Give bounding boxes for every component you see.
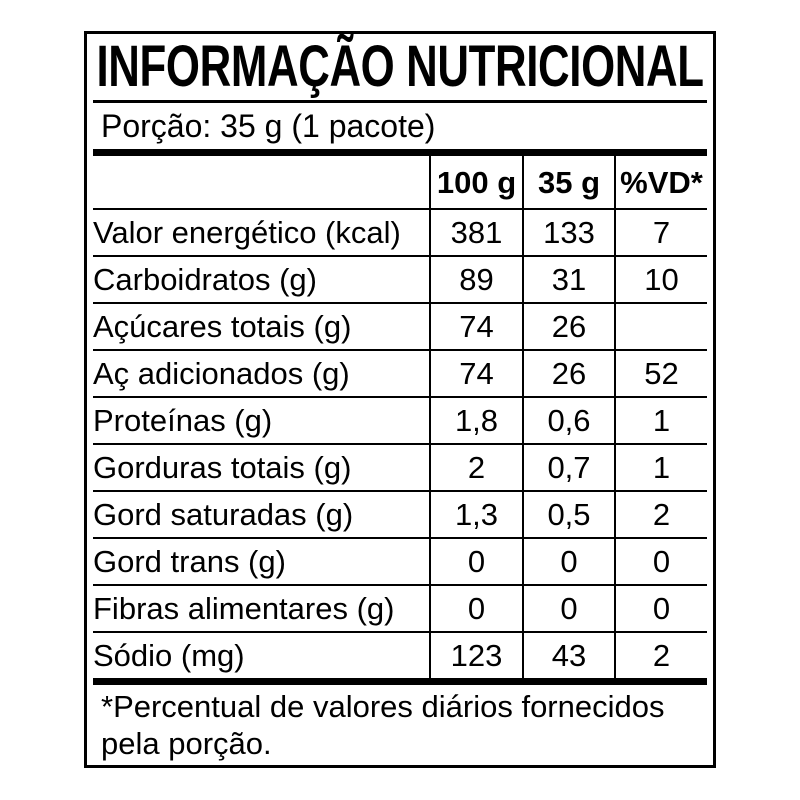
- value-100g: 1,8: [430, 397, 523, 444]
- column-header-vd: %VD*: [615, 156, 707, 209]
- serving-size-row: [87, 103, 713, 149]
- value-35g: 0: [523, 585, 615, 632]
- table-row: [93, 538, 707, 585]
- row-label: Gord trans (g): [93, 538, 430, 585]
- value-100g: 2: [430, 444, 523, 491]
- table-row: [93, 632, 707, 678]
- nutrition-table-header: [93, 156, 707, 209]
- header-row: [93, 156, 707, 209]
- value-vd: 1: [615, 397, 707, 444]
- value-100g: 0: [430, 585, 523, 632]
- table-row: [93, 350, 707, 397]
- value-35g: 43: [523, 632, 615, 678]
- section-divider-bottom: [93, 678, 707, 685]
- value-100g: 381: [430, 209, 523, 256]
- row-label: Carboidratos (g): [93, 256, 430, 303]
- nutrition-table-body: [93, 209, 707, 678]
- value-100g: 123: [430, 632, 523, 678]
- section-divider-top: [93, 149, 707, 156]
- table-row: [93, 491, 707, 538]
- table-row: [93, 397, 707, 444]
- value-35g: 0,5: [523, 491, 615, 538]
- value-vd: 2: [615, 491, 707, 538]
- value-35g: 0,7: [523, 444, 615, 491]
- nutrition-label-header: [87, 34, 713, 100]
- row-label: Fibras alimentares (g): [93, 585, 430, 632]
- table-row: [93, 209, 707, 256]
- column-header-100g: 100 g: [430, 156, 523, 209]
- value-35g: 31: [523, 256, 615, 303]
- row-label: Gorduras totais (g): [93, 444, 430, 491]
- value-vd: 0: [615, 585, 707, 632]
- value-35g: 26: [523, 303, 615, 350]
- daily-value-footnote: *Percentual de valores diários fornecidos pela porção.: [101, 689, 665, 761]
- column-header-35g: 35 g: [523, 156, 615, 209]
- value-vd: 10: [615, 256, 707, 303]
- value-100g: 89: [430, 256, 523, 303]
- value-35g: 26: [523, 350, 615, 397]
- nutrition-table: [93, 156, 707, 678]
- row-label: Valor energético (kcal): [93, 209, 430, 256]
- value-35g: 133: [523, 209, 615, 256]
- row-label: Sódio (mg): [93, 638, 245, 673]
- table-row: [93, 303, 707, 350]
- value-35g: 0: [523, 538, 615, 585]
- header-blank-cell: [93, 156, 430, 209]
- row-label: Gord saturadas (g): [93, 491, 430, 538]
- value-100g: 1,3: [430, 491, 523, 538]
- row-label: Aç adicionados (g): [93, 350, 430, 397]
- row-label: Açúcares totais (g): [93, 303, 430, 350]
- table-row: [93, 585, 707, 632]
- table-row: [93, 444, 707, 491]
- value-vd: 1: [615, 444, 707, 491]
- serving-size-text: Porção: 35 g (1 pacote): [101, 107, 436, 144]
- value-vd: [615, 303, 707, 350]
- value-vd: 52: [615, 350, 707, 397]
- value-100g: 0: [430, 538, 523, 585]
- nutrition-label: [84, 31, 716, 768]
- value-vd: 7: [615, 209, 707, 256]
- table-row: [93, 256, 707, 303]
- value-100g: 74: [430, 350, 523, 397]
- page-title: INFORMAÇÃO NUTRICIONAL: [96, 34, 704, 99]
- value-vd: 0: [615, 538, 707, 585]
- value-100g: 74: [430, 303, 523, 350]
- value-35g: 0,6: [523, 397, 615, 444]
- value-vd: 2: [615, 632, 707, 678]
- row-label: Proteínas (g): [93, 397, 430, 444]
